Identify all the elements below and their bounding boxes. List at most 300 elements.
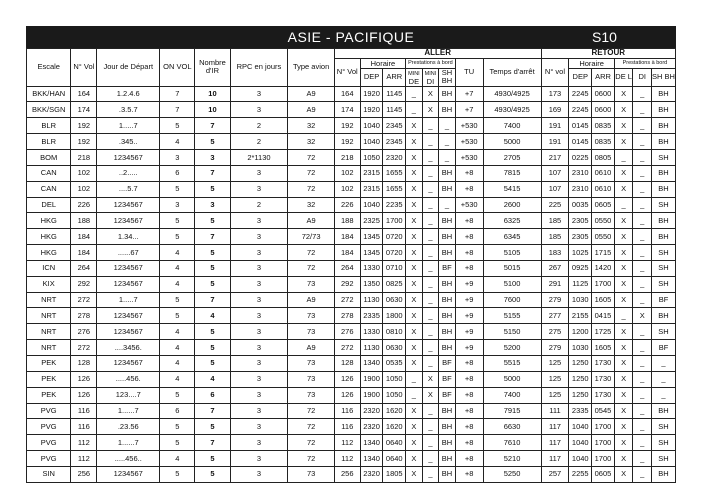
cell-aller-sh-bh: BF	[439, 371, 456, 387]
cell-rpc: 2	[230, 134, 288, 150]
cell-retour-di: X	[633, 308, 652, 324]
cell-n-vol: 192	[71, 118, 97, 134]
cell-on-vol: 4	[160, 134, 195, 150]
cell-retour-dep: 1030	[569, 292, 592, 308]
cell-type-avion: 72	[288, 181, 334, 197]
cell-retour-n-vol: 173	[541, 86, 569, 102]
table-row	[27, 324, 676, 340]
title-banner	[26, 26, 676, 48]
table-row	[27, 86, 676, 102]
table-row	[27, 213, 676, 229]
cell-aller-n-vol: 128	[334, 355, 360, 371]
cell-nombre-ir: 5	[195, 466, 230, 482]
cell-aller-n-vol: 116	[334, 419, 360, 435]
cell-aller-di: _	[422, 451, 439, 467]
cell-aller-dep: 2320	[360, 419, 383, 435]
cell-temps-arret: 5015	[483, 260, 541, 276]
cell-tu: +8	[455, 229, 483, 245]
cell-n-vol: 102	[71, 181, 97, 197]
cell-retour-di: _	[633, 245, 652, 261]
cell-retour-arr: 0610	[592, 165, 615, 181]
cell-rpc: 3	[230, 451, 288, 467]
cell-aller-n-vol: 218	[334, 150, 360, 166]
cell-tu: +8	[455, 245, 483, 261]
cell-jour-depart: 1......7	[97, 435, 160, 451]
cell-retour-arr: 0835	[592, 118, 615, 134]
cell-type-avion: A9	[288, 292, 334, 308]
cell-nombre-ir: 10	[195, 86, 230, 102]
cell-aller-arr: 0640	[383, 451, 406, 467]
cell-rpc: 3	[230, 466, 288, 482]
cell-retour-de: X	[614, 466, 633, 482]
cell-tu: +8	[455, 260, 483, 276]
col-retour-n-vol: N° vol	[541, 59, 569, 87]
cell-retour-n-vol: 275	[541, 324, 569, 340]
cell-nombre-ir: 5	[195, 276, 230, 292]
cell-on-vol: 6	[160, 165, 195, 181]
cell-n-vol: 112	[71, 435, 97, 451]
cell-retour-dep: 1250	[569, 371, 592, 387]
cell-aller-dep: 1330	[360, 260, 383, 276]
cell-escale: DEL	[27, 197, 71, 213]
cell-tu: +9	[455, 308, 483, 324]
cell-retour-de: _	[614, 197, 633, 213]
col-tu: TU	[455, 59, 483, 87]
cell-on-vol: 7	[160, 86, 195, 102]
table-row	[27, 197, 676, 213]
col-aller-horaire: Horaire	[360, 59, 405, 69]
cell-aller-di: X	[422, 387, 439, 403]
cell-escale: BOM	[27, 150, 71, 166]
cell-retour-arr: 1700	[592, 276, 615, 292]
cell-aller-di: _	[422, 403, 439, 419]
cell-type-avion: 72	[288, 150, 334, 166]
cell-tu: +7	[455, 102, 483, 118]
cell-tu: +7	[455, 86, 483, 102]
cell-n-vol: 112	[71, 451, 97, 467]
cell-on-vol: 5	[160, 466, 195, 482]
cell-aller-n-vol: 226	[334, 197, 360, 213]
cell-retour-n-vol: 125	[541, 387, 569, 403]
cell-type-avion: 72	[288, 451, 334, 467]
cell-type-avion: 72	[288, 260, 334, 276]
cell-retour-sh-bh: BH	[652, 86, 676, 102]
cell-retour-arr: 0805	[592, 150, 615, 166]
cell-jour-depart: 1234567	[97, 150, 160, 166]
cell-retour-de: X	[614, 324, 633, 340]
cell-on-vol: 5	[160, 308, 195, 324]
cell-tu: +8	[455, 451, 483, 467]
cell-jour-depart: ....5.7	[97, 181, 160, 197]
cell-retour-arr: 1730	[592, 371, 615, 387]
table-row	[27, 419, 676, 435]
col-retour-di: DI	[633, 69, 652, 87]
cell-rpc: 3	[230, 419, 288, 435]
cell-retour-di: _	[633, 276, 652, 292]
cell-retour-di: _	[633, 324, 652, 340]
cell-aller-sh-bh: BH	[439, 466, 456, 482]
cell-nombre-ir: 3	[195, 197, 230, 213]
cell-jour-depart: 1234567	[97, 260, 160, 276]
cell-aller-n-vol: 184	[334, 229, 360, 245]
cell-aller-de: X	[406, 118, 423, 134]
cell-jour-depart: 1234567	[97, 213, 160, 229]
cell-temps-arret: 5000	[483, 371, 541, 387]
cell-type-avion: 73	[288, 324, 334, 340]
cell-aller-n-vol: 272	[334, 292, 360, 308]
cell-aller-n-vol: 102	[334, 165, 360, 181]
cell-type-avion: 73	[288, 371, 334, 387]
cell-retour-dep: 0145	[569, 134, 592, 150]
cell-escale: CAN	[27, 181, 71, 197]
cell-aller-n-vol: 174	[334, 102, 360, 118]
cell-aller-dep: 1900	[360, 387, 383, 403]
cell-n-vol: 116	[71, 403, 97, 419]
season-code: S10	[592, 29, 617, 45]
cell-rpc: 2	[230, 197, 288, 213]
cell-retour-sh-bh: BH	[652, 165, 676, 181]
cell-retour-dep: 2245	[569, 102, 592, 118]
cell-aller-dep: 2320	[360, 403, 383, 419]
cell-retour-de: X	[614, 213, 633, 229]
cell-rpc: 3	[230, 340, 288, 356]
cell-aller-di: _	[422, 435, 439, 451]
table-row	[27, 387, 676, 403]
cell-type-avion: A9	[288, 86, 334, 102]
cell-temps-arret: 6345	[483, 229, 541, 245]
cell-aller-arr: 1050	[383, 371, 406, 387]
cell-temps-arret: 4930/4925	[483, 86, 541, 102]
cell-retour-di: _	[633, 165, 652, 181]
cell-jour-depart: 1.....7	[97, 292, 160, 308]
cell-jour-depart: .....456..	[97, 451, 160, 467]
col-aller-sh-bh: SH BH	[439, 69, 456, 87]
cell-aller-sh-bh: BF	[439, 355, 456, 371]
cell-retour-n-vol: 185	[541, 213, 569, 229]
cell-aller-sh-bh: BH	[439, 419, 456, 435]
cell-retour-dep: 1250	[569, 355, 592, 371]
table-row	[27, 435, 676, 451]
cell-nombre-ir: 10	[195, 102, 230, 118]
cell-retour-di: _	[633, 150, 652, 166]
cell-escale: BKK/SGN	[27, 102, 71, 118]
cell-retour-de: X	[614, 181, 633, 197]
cell-escale: KIX	[27, 276, 71, 292]
cell-retour-sh-bh: SH	[652, 451, 676, 467]
cell-retour-n-vol: 267	[541, 260, 569, 276]
cell-escale: CAN	[27, 165, 71, 181]
cell-aller-n-vol: 116	[334, 403, 360, 419]
cell-type-avion: 32	[288, 118, 334, 134]
cell-retour-arr: 0600	[592, 102, 615, 118]
cell-retour-sh-bh: BH	[652, 102, 676, 118]
cell-escale: BLR	[27, 134, 71, 150]
cell-tu: +8	[455, 466, 483, 482]
cell-aller-n-vol: 278	[334, 308, 360, 324]
cell-aller-arr: 0640	[383, 435, 406, 451]
cell-escale: NRT	[27, 308, 71, 324]
col-retour-prestations: Prestations à bord	[614, 59, 675, 69]
cell-aller-de: X	[406, 435, 423, 451]
cell-rpc: 3	[230, 324, 288, 340]
cell-retour-n-vol: 107	[541, 165, 569, 181]
cell-escale: ICN	[27, 260, 71, 276]
table-row	[27, 451, 676, 467]
cell-escale: PEK	[27, 371, 71, 387]
cell-retour-n-vol: 279	[541, 340, 569, 356]
cell-nombre-ir: 7	[195, 118, 230, 134]
cell-n-vol: 116	[71, 419, 97, 435]
cell-tu: +8	[455, 435, 483, 451]
cell-jour-depart: ......67	[97, 245, 160, 261]
cell-on-vol: 5	[160, 419, 195, 435]
cell-tu: +8	[455, 371, 483, 387]
cell-retour-n-vol: 117	[541, 419, 569, 435]
cell-escale: BKK/HAN	[27, 86, 71, 102]
cell-aller-n-vol: 126	[334, 371, 360, 387]
cell-retour-arr: 1700	[592, 435, 615, 451]
cell-retour-de: X	[614, 419, 633, 435]
cell-jour-depart: 123....7	[97, 387, 160, 403]
cell-type-avion: A9	[288, 213, 334, 229]
cell-aller-di: _	[422, 213, 439, 229]
cell-retour-arr: 0600	[592, 86, 615, 102]
cell-n-vol: 184	[71, 245, 97, 261]
cell-aller-dep: 1340	[360, 355, 383, 371]
cell-aller-dep: 1340	[360, 451, 383, 467]
cell-tu: +9	[455, 292, 483, 308]
cell-nombre-ir: 4	[195, 371, 230, 387]
cell-retour-arr: 0610	[592, 181, 615, 197]
cell-tu: +530	[455, 118, 483, 134]
cell-escale: PVG	[27, 419, 71, 435]
cell-on-vol: 4	[160, 371, 195, 387]
col-jour-depart: Jour de Départ	[97, 49, 160, 87]
cell-retour-de: X	[614, 86, 633, 102]
col-retour-arr: ARR	[592, 69, 615, 87]
cell-retour-di: _	[633, 419, 652, 435]
cell-n-vol: 264	[71, 260, 97, 276]
cell-type-avion: 32	[288, 197, 334, 213]
cell-nombre-ir: 5	[195, 245, 230, 261]
cell-retour-di: _	[633, 118, 652, 134]
cell-rpc: 3	[230, 355, 288, 371]
cell-retour-sh-bh: BH	[652, 118, 676, 134]
cell-aller-de: X	[406, 134, 423, 150]
cell-aller-de: X	[406, 197, 423, 213]
cell-aller-arr: 1145	[383, 86, 406, 102]
cell-aller-dep: 2315	[360, 181, 383, 197]
cell-aller-arr: 1050	[383, 387, 406, 403]
cell-on-vol: 4	[160, 245, 195, 261]
cell-nombre-ir: 5	[195, 260, 230, 276]
cell-nombre-ir: 5	[195, 213, 230, 229]
cell-on-vol: 7	[160, 102, 195, 118]
cell-on-vol: 4	[160, 451, 195, 467]
cell-retour-sh-bh: BH	[652, 213, 676, 229]
cell-aller-di: _	[422, 134, 439, 150]
cell-retour-de: X	[614, 340, 633, 356]
cell-retour-dep: 0035	[569, 197, 592, 213]
cell-nombre-ir: 5	[195, 340, 230, 356]
cell-retour-de: X	[614, 134, 633, 150]
cell-type-avion: 72	[288, 245, 334, 261]
cell-aller-di: _	[422, 276, 439, 292]
cell-jour-depart: 1234567	[97, 324, 160, 340]
cell-temps-arret: 5150	[483, 324, 541, 340]
cell-jour-depart: 1234567	[97, 197, 160, 213]
cell-retour-arr: 1730	[592, 355, 615, 371]
cell-aller-sh-bh: BH	[439, 213, 456, 229]
cell-jour-depart: 1234567	[97, 466, 160, 482]
cell-aller-n-vol: 292	[334, 276, 360, 292]
cell-aller-n-vol: 272	[334, 340, 360, 356]
cell-n-vol: 188	[71, 213, 97, 229]
cell-temps-arret: 2600	[483, 197, 541, 213]
group-aller: ALLER	[334, 49, 541, 59]
col-retour-de: DE L	[614, 69, 633, 87]
cell-retour-sh-bh: BH	[652, 229, 676, 245]
cell-aller-de: X	[406, 403, 423, 419]
table-row	[27, 150, 676, 166]
cell-escale: BLR	[27, 118, 71, 134]
table-row	[27, 229, 676, 245]
cell-escale: PEK	[27, 355, 71, 371]
cell-aller-dep: 1920	[360, 86, 383, 102]
cell-rpc: 3	[230, 371, 288, 387]
cell-nombre-ir: 6	[195, 387, 230, 403]
cell-aller-sh-bh: BF	[439, 260, 456, 276]
cell-n-vol: 256	[71, 466, 97, 482]
cell-retour-arr: 1700	[592, 451, 615, 467]
table-row	[27, 355, 676, 371]
cell-rpc: 3	[230, 102, 288, 118]
col-aller-prestations: Prestations à bord	[406, 59, 456, 69]
cell-aller-arr: 0630	[383, 340, 406, 356]
cell-aller-n-vol: 102	[334, 181, 360, 197]
cell-n-vol: 278	[71, 308, 97, 324]
cell-aller-di: _	[422, 419, 439, 435]
cell-retour-n-vol: 217	[541, 150, 569, 166]
cell-nombre-ir: 5	[195, 419, 230, 435]
cell-retour-de: X	[614, 355, 633, 371]
cell-on-vol: 5	[160, 435, 195, 451]
cell-retour-de: X	[614, 245, 633, 261]
cell-nombre-ir: 7	[195, 292, 230, 308]
cell-rpc: 3	[230, 435, 288, 451]
cell-temps-arret: 7400	[483, 118, 541, 134]
cell-tu: +9	[455, 276, 483, 292]
cell-n-vol: 272	[71, 340, 97, 356]
cell-retour-de: X	[614, 118, 633, 134]
cell-rpc: 3	[230, 86, 288, 102]
cell-retour-dep: 2245	[569, 86, 592, 102]
cell-aller-di: _	[422, 308, 439, 324]
table-row	[27, 118, 676, 134]
schedule-table	[26, 48, 676, 483]
cell-escale: PEK	[27, 387, 71, 403]
cell-aller-de: _	[406, 102, 423, 118]
cell-aller-n-vol: 256	[334, 466, 360, 482]
cell-retour-dep: 2310	[569, 165, 592, 181]
cell-retour-di: _	[633, 292, 652, 308]
cell-aller-sh-bh: BH	[439, 340, 456, 356]
cell-temps-arret: 7915	[483, 403, 541, 419]
cell-type-avion: 72	[288, 435, 334, 451]
cell-n-vol: 126	[71, 387, 97, 403]
cell-aller-sh-bh: BF	[439, 387, 456, 403]
cell-nombre-ir: 5	[195, 324, 230, 340]
cell-rpc: 3	[230, 229, 288, 245]
cell-retour-sh-bh: BH	[652, 134, 676, 150]
label-de: DE	[408, 76, 420, 86]
cell-on-vol: 4	[160, 260, 195, 276]
cell-retour-dep: 2155	[569, 308, 592, 324]
cell-retour-de: X	[614, 260, 633, 276]
cell-nombre-ir: 5	[195, 451, 230, 467]
cell-tu: +9	[455, 324, 483, 340]
table-row	[27, 292, 676, 308]
cell-temps-arret: 7400	[483, 387, 541, 403]
cell-aller-di: _	[422, 466, 439, 482]
cell-tu: +530	[455, 134, 483, 150]
cell-retour-de: _	[614, 150, 633, 166]
cell-aller-di: _	[422, 118, 439, 134]
cell-retour-n-vol: 183	[541, 245, 569, 261]
cell-aller-arr: 1655	[383, 165, 406, 181]
cell-escale: PVG	[27, 435, 71, 451]
table-row	[27, 466, 676, 482]
cell-rpc: 3	[230, 387, 288, 403]
col-aller-de	[406, 69, 423, 87]
cell-aller-n-vol: 188	[334, 213, 360, 229]
cell-on-vol: 5	[160, 118, 195, 134]
cell-retour-sh-bh: SH	[652, 260, 676, 276]
cell-aller-arr: 1805	[383, 466, 406, 482]
cell-retour-n-vol: 291	[541, 276, 569, 292]
cell-tu: +8	[455, 165, 483, 181]
cell-retour-n-vol: 257	[541, 466, 569, 482]
label-di: DI	[426, 76, 435, 86]
cell-aller-di: _	[422, 260, 439, 276]
cell-aller-sh-bh: BH	[439, 165, 456, 181]
cell-aller-dep: 1040	[360, 197, 383, 213]
cell-jour-depart: 1.34...	[97, 229, 160, 245]
cell-aller-n-vol: 192	[334, 118, 360, 134]
cell-aller-di: _	[422, 355, 439, 371]
cell-retour-dep: 0225	[569, 150, 592, 166]
cell-temps-arret: 2705	[483, 150, 541, 166]
schedule-sheet	[26, 26, 676, 483]
cell-type-avion: 73	[288, 276, 334, 292]
cell-aller-sh-bh: BH	[439, 451, 456, 467]
cell-on-vol: 4	[160, 276, 195, 292]
cell-retour-sh-bh: _	[652, 371, 676, 387]
cell-on-vol: 3	[160, 197, 195, 213]
table-row	[27, 181, 676, 197]
cell-escale: NRT	[27, 324, 71, 340]
cell-aller-arr: 1145	[383, 102, 406, 118]
cell-retour-arr: 1730	[592, 387, 615, 403]
cell-retour-dep: 2305	[569, 213, 592, 229]
cell-retour-sh-bh: BH	[652, 466, 676, 482]
cell-escale: PVG	[27, 451, 71, 467]
col-escale: Escale	[27, 49, 71, 87]
cell-retour-de: X	[614, 403, 633, 419]
cell-retour-arr: 1700	[592, 419, 615, 435]
cell-tu: +8	[455, 387, 483, 403]
cell-aller-di: _	[422, 292, 439, 308]
